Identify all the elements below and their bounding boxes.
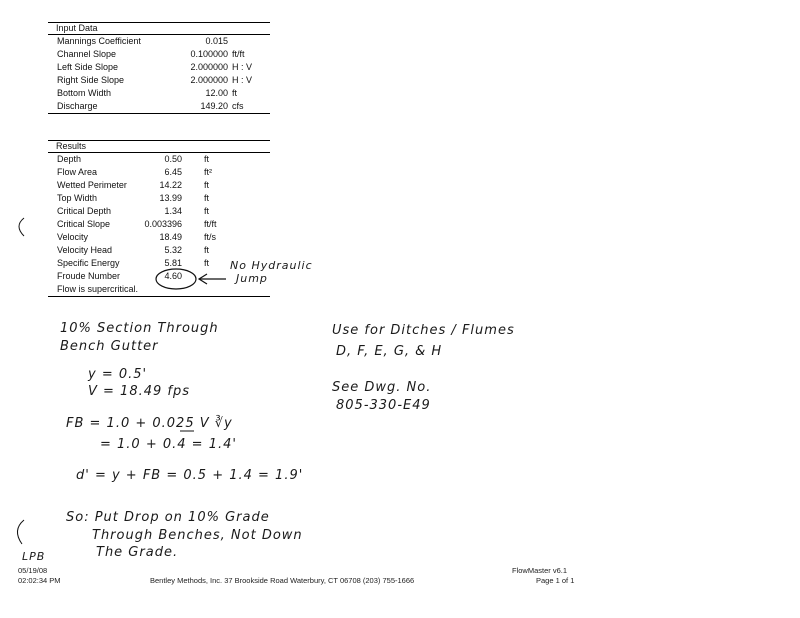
margin-bracket-2 (17, 520, 24, 544)
note-see-1: See Dwg. No. (332, 380, 432, 395)
row-value: 4.60 (164, 271, 182, 281)
note-so-3: The Grade. (96, 545, 179, 560)
data-row (48, 218, 270, 231)
row-unit: H : V (232, 75, 253, 85)
note-jump: Jump (236, 272, 268, 285)
row-unit: ft/ft (232, 49, 245, 59)
row-unit: ft (204, 154, 210, 164)
row-unit: ft (204, 245, 210, 255)
note-section-1: 10% Section Through (60, 321, 219, 336)
row-value: 18.49 (159, 232, 182, 242)
data-row (48, 74, 270, 87)
row-label: Critical Depth (57, 206, 112, 216)
data-row (48, 48, 270, 61)
row-value: 2.000000 (190, 75, 228, 85)
row-value: 14.22 (159, 180, 182, 190)
row-label: Velocity (57, 232, 89, 242)
note-fb: FB = 1.0 + 0.025 V ∛y (66, 416, 233, 431)
data-row (48, 192, 270, 205)
note-fb-2: = 1.0 + 0.4 = 1.4' (100, 437, 237, 452)
input-data-title: Input Data (56, 23, 98, 33)
row-label: Discharge (57, 101, 98, 111)
input-data-section (48, 22, 270, 114)
note-v: V = 18.49 fps (88, 384, 191, 399)
row-label: Mannings Coefficient (57, 36, 141, 46)
row-value: 1.34 (164, 206, 182, 216)
note-no-hydraulic: No Hydraulic (230, 259, 313, 272)
data-row (48, 35, 270, 48)
row-label: Bottom Width (57, 88, 112, 98)
row-value: 0.003396 (144, 219, 182, 229)
note-y: y = 0.5' (88, 367, 148, 382)
bottom-rule (48, 113, 270, 114)
row-unit: H : V (232, 62, 253, 72)
note-so-2: Through Benches, Not Down (92, 528, 303, 543)
row-unit: ft (204, 193, 210, 203)
note-d: d' = y + FB = 0.5 + 1.4 = 1.9' (76, 468, 304, 483)
row-label: Channel Slope (57, 49, 117, 59)
row-label: Flow Area (57, 167, 98, 177)
data-row (48, 153, 270, 166)
row-value: 12.00 (205, 88, 228, 98)
note-so-1: So: Put Drop on 10% Grade (66, 510, 270, 525)
margin-bracket-1 (19, 218, 24, 236)
row-value: 6.45 (164, 167, 182, 177)
row-value: 2.000000 (190, 62, 228, 72)
row-unit: ft (204, 180, 210, 190)
row-label: Specific Energy (57, 258, 120, 268)
row-value: 0.015 (205, 36, 228, 46)
row-value: 13.99 (159, 193, 182, 203)
row-unit: ft (232, 88, 238, 98)
bottom-rule (48, 296, 270, 297)
row-value: 149.20 (200, 101, 228, 111)
row-value: 5.81 (164, 258, 182, 268)
footer-page: Page 1 of 1 (536, 576, 575, 585)
row-label: Froude Number (57, 271, 121, 281)
row-label: Wetted Perimeter (57, 180, 127, 190)
row-label: Critical Slope (57, 219, 111, 229)
row-unit: ft/ft (204, 219, 217, 229)
data-row (48, 231, 270, 244)
data-row (48, 100, 270, 113)
footer-date: 05/19/08 (18, 566, 48, 575)
data-row (48, 179, 270, 192)
data-row (48, 61, 270, 74)
row-value: 0.50 (164, 154, 182, 164)
row-label: Right Side Slope (57, 75, 125, 85)
note-see-2: 805-330-E49 (336, 398, 431, 413)
data-row (48, 87, 270, 100)
row-label: Top Width (57, 193, 98, 203)
row-label: Left Side Slope (57, 62, 119, 72)
data-row (48, 244, 270, 257)
row-label: Velocity Head (57, 245, 113, 255)
note-use-1: Use for Ditches / Flumes (332, 323, 515, 338)
note-initials: LPB (22, 550, 46, 563)
input-rows (48, 35, 270, 113)
row-label: Depth (57, 154, 82, 164)
footer-product: FlowMaster v6.1 (512, 566, 568, 575)
note-use-2: D, F, E, G, & H (336, 344, 443, 359)
row-unit: ft/s (204, 232, 217, 242)
row-unit: ft (204, 258, 210, 268)
row-value: 0.100000 (190, 49, 228, 59)
data-row (48, 205, 270, 218)
row-value: 5.32 (164, 245, 182, 255)
row-unit: ft² (204, 167, 212, 177)
flow-status: Flow is supercritical. (57, 284, 139, 294)
footer-company: Bentley Methods, Inc. 37 Brookside Road Waterbury, CT 06708 (203) 755-1666 (150, 576, 415, 585)
footer-time: 02:02:34 PM (18, 576, 61, 585)
data-row (48, 166, 270, 179)
results-title: Results (56, 141, 87, 151)
note-section-2: Bench Gutter (60, 339, 159, 354)
row-unit: ft (204, 206, 210, 216)
row-unit: cfs (232, 101, 244, 111)
